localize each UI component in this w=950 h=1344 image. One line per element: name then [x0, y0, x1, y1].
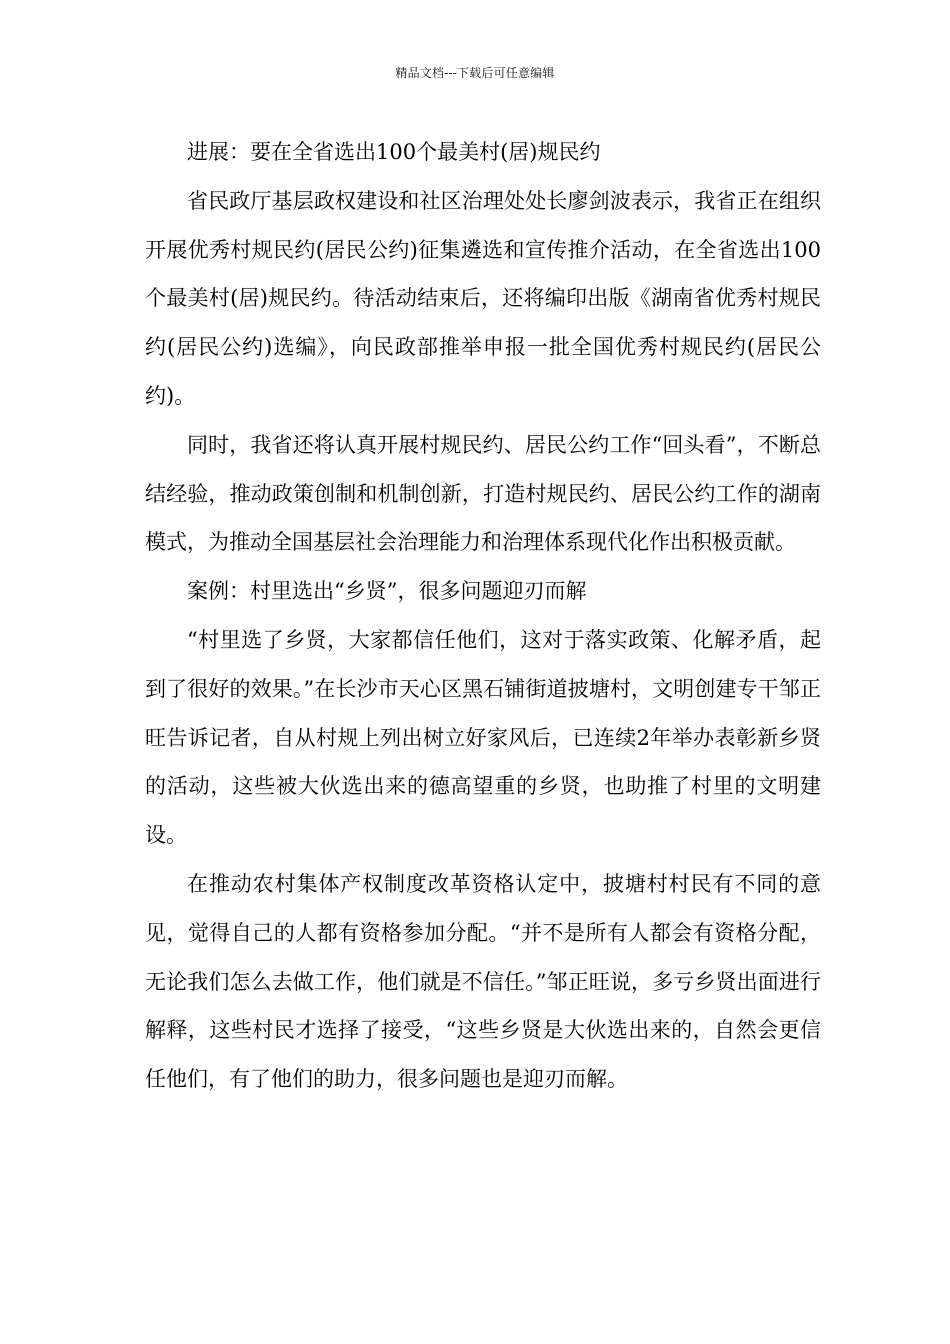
section-heading-case: 案例：村里选出“乡贤”，很多问题迎刃而解 [187, 579, 587, 604]
page-header: 精品文档---下载后可任意编辑 [395, 66, 555, 80]
section-heading-progress: 进展：要在全省选出100个最美村(居)规民约 [187, 140, 601, 164]
paragraph: 同时，我省还将认真开展村规民约、居民公约工作“回头看”，不断总结经验，推动政策创制和机制创新，打造村规民约、居民公约工作的湖南模式，为推动全国基层社会治理能力和治理体系现代化作出积极贡献。 [145, 432, 821, 555]
paragraph: 在推动农村集体产权制度改革资格认定中，披塘村村民有不同的意见，觉得自己的人都有资格参加分配。“并不是所有人都会有资格分配，无论我们怎么去做工作，他们就是不信任。”邹正旺说，多亏乡贤出面进行解释，这些村民才选择了接受，“这些乡贤是大伙选出来的，自然会更信任他们，有了他们的助力，很多问题也是迎刃而解。 [145, 871, 821, 1092]
paragraph: 省民政厅基层政权建设和社区治理处处长廖剑波表示，我省正在组织开展优秀村规民约(居民公约)征集遴选和宣传推介活动，在全省选出100个最美村(居)规民约。待活动结束后，还将编印出版《湖南省优秀村规民约(居民公约)选编》，向民政部推举申报一批全国优秀村规民约(居民公约)。 [145, 188, 821, 408]
paragraph: “村里选了乡贤，大家都信任他们，这对于落实政策、化解矛盾，起到了很好的效果。”在长沙市天心区黑石铺街道披塘村，文明创建专干邹正旺告诉记者，自从村规上列出树立好家风后，已连续2年举办表彰新乡贤的活动，这些被大伙选出来的德高望重的乡贤，也助推了村里的文明建设。 [145, 627, 821, 848]
document-body [145, 128, 821, 1104]
